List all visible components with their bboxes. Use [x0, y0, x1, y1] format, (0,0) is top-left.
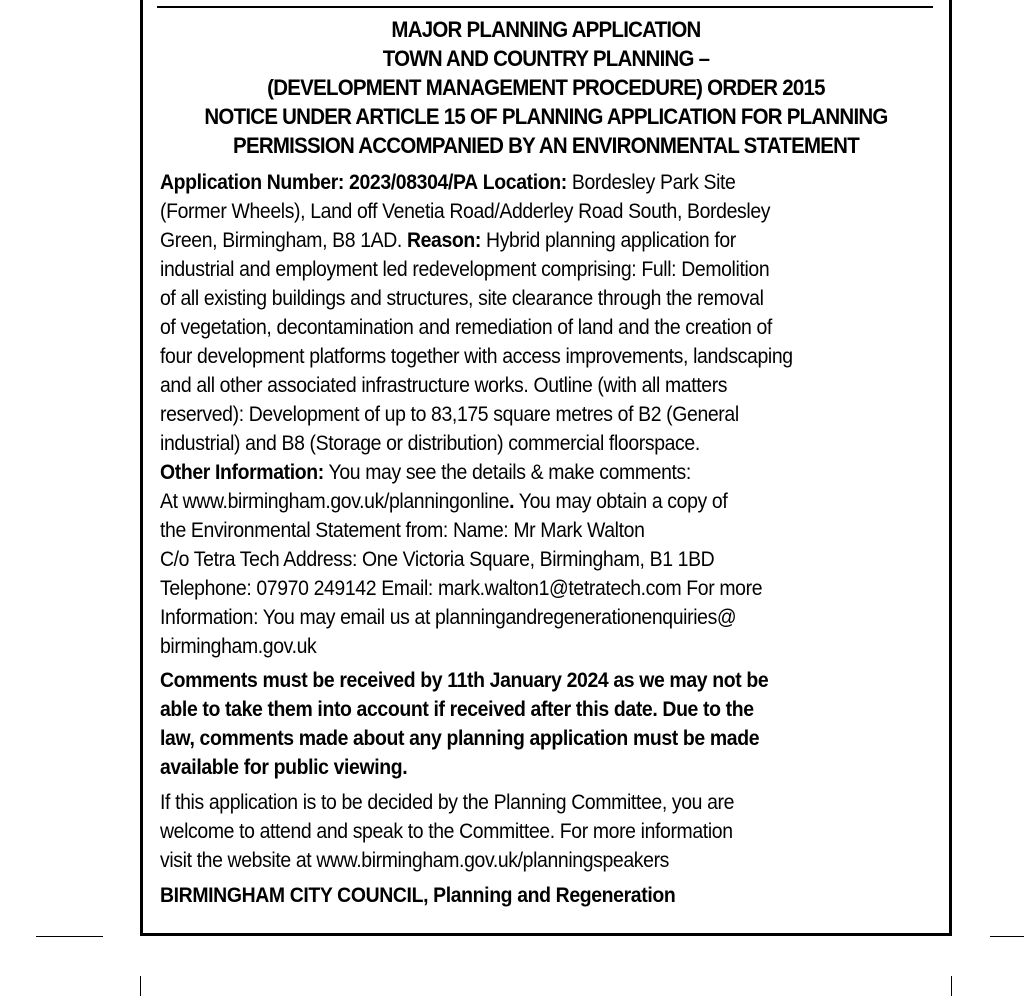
copy-text: You may obtain a copy of: [514, 490, 728, 513]
application-number: 2023/08304/PA: [349, 171, 478, 194]
committee-line: visit the website at www.birmingham.gov.uk/planningspeakers: [160, 849, 670, 872]
heading-line-4: NOTICE UNDER ARTICLE 15 OF PLANNING APPLICATION FOR PLANNING: [204, 104, 888, 129]
comments-line: law, comments made about any planning application must be made: [160, 727, 760, 750]
planning-online-link[interactable]: At www.birmingham.gov.uk/planningonline: [160, 490, 510, 513]
reason-text: Hybrid planning application for: [486, 229, 736, 252]
other-info-label: Other Information:: [160, 461, 324, 484]
reason-line: and all other associated infrastructure works. Outline (with all matters: [160, 374, 728, 397]
location-line: (Former Wheels), Land off Venetia Road/Adderley Road South, Bordesley: [160, 200, 771, 223]
location-label: Location:: [482, 171, 567, 194]
committee-line: If this application is to be decided by the Planning Committee, you are: [160, 791, 735, 814]
other-information: [160, 458, 928, 661]
contact-line: Information: You may email us at planningandregenerationenquiries@: [160, 606, 737, 629]
committee-line: welcome to attend and speak to the Committee. For more information: [160, 820, 733, 843]
location-text-end: Green, Birmingham, B8 1AD.: [160, 229, 402, 252]
comments-line: Comments must be received by 11th January 2024 as we may not be: [160, 669, 769, 692]
application-number-label: Application Number:: [160, 171, 344, 194]
application-line: [160, 168, 928, 197]
committee-information: [160, 788, 928, 875]
planning-online-line: [160, 487, 928, 516]
heading-line-1: MAJOR PLANNING APPLICATION: [391, 17, 701, 42]
notice-heading: [184, 15, 908, 160]
reason-line: reserved): Development of up to 83,175 square metres of B2 (General: [160, 403, 739, 426]
sentence-period: .: [509, 490, 515, 513]
comments-line: able to take them into account if received after this date. Due to the: [160, 698, 754, 721]
reason-line: four development platforms together with access improvements, landscaping: [160, 345, 793, 368]
comments-line: available for public viewing.: [160, 756, 408, 779]
reason-line: industrial) and B8 (Storage or distribution) commercial floorspace.: [160, 432, 700, 455]
comments-deadline-notice: [160, 666, 928, 782]
heading-line-3: (DEVELOPMENT MANAGEMENT PROCEDURE) ORDER 2015: [267, 75, 825, 100]
heading-line-2: TOWN AND COUNTRY PLANNING –: [382, 46, 710, 71]
crop-mark-right: [990, 936, 1024, 937]
heading-line-5: PERMISSION ACCOMPANIED BY AN ENVIRONMENTAL STATEMENT: [233, 133, 859, 158]
contact-line: the Environmental Statement from: Name: Mr Mark Walton: [160, 519, 645, 542]
application-details: [160, 168, 928, 458]
notice-body: [160, 168, 928, 910]
contact-line: birmingham.gov.uk: [160, 635, 317, 658]
contact-line: Telephone: 07970 249142 Email: mark.walton1@tetratech.com For more: [160, 577, 763, 600]
contact-line: C/o Tetra Tech Address: One Victoria Square, Birmingham, B1 1BD: [160, 548, 715, 571]
other-info-line: [160, 458, 928, 487]
location-reason-line: [160, 226, 928, 255]
other-info-text: You may see the details & make comments:: [328, 461, 691, 484]
top-rule-divider: [157, 6, 933, 8]
reason-line: of vegetation, decontamination and remediation of land and the creation of: [160, 316, 772, 339]
crop-mark-bottom-right: [951, 976, 952, 996]
crop-mark-left: [36, 936, 103, 937]
reason-line: industrial and employment led redevelopment comprising: Full: Demolition: [160, 258, 770, 281]
crop-mark-bottom-left: [140, 976, 141, 996]
reason-label: Reason:: [406, 229, 482, 252]
reason-line: of all existing buildings and structures, site clearance through the removal: [160, 287, 764, 310]
location-text: Bordesley Park Site: [571, 171, 736, 194]
council-signature: BIRMINGHAM CITY COUNCIL, Planning and Regeneration: [160, 884, 676, 907]
